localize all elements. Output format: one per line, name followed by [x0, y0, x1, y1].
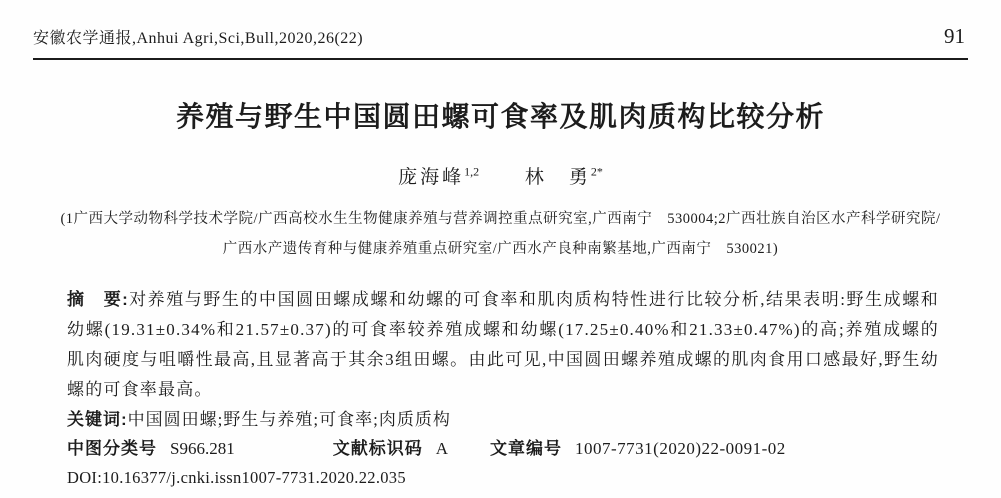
header-rule	[33, 58, 968, 60]
author-1	[398, 164, 480, 188]
clc-label: 中图分类号	[67, 439, 157, 458]
affiliation-block	[0, 204, 1001, 264]
author-2	[524, 164, 603, 188]
classification-line	[67, 434, 939, 463]
author-1-name: 庞海峰	[398, 167, 465, 188]
article-id-label: 文章编号	[490, 439, 562, 458]
abstract-text: 对养殖与野生的中国圆田螺成螺和幼螺的可食率和肌肉质构特性进行比较分析,结果表明:野生成螺和幼螺(19.31±0.34%和21.57±0.37)的可食率较养殖成螺和幼螺(17.25±0.40%和21.33±0.47%)的高;养殖成螺的肌肉硬度与咀嚼性最高,且显著高于其余3组田螺。由此可见,中国圆田螺养殖成螺的肌肉食用口感最好,野生幼螺的可食率最高。	[67, 290, 939, 399]
doc-code-value: A	[435, 439, 448, 458]
page-number: 91	[944, 24, 965, 48]
doi-line: DOI:10.16377/j.cnki.issn1007-7731.2020.22.035	[67, 468, 406, 487]
author-1-affiliation-sup: 1,2	[464, 164, 480, 179]
keywords-line	[67, 405, 939, 434]
running-head	[33, 24, 965, 49]
abstract-label: 摘 要:	[67, 290, 129, 309]
doc-code-label: 文献标识码	[332, 439, 423, 458]
keywords-text: 中国圆田螺;野生与养殖;可食率;肉质质构	[127, 410, 451, 429]
author-line	[0, 162, 1001, 189]
front-matter-block	[67, 285, 939, 492]
author-2-name: 林 勇	[524, 167, 591, 188]
affiliation-line-1: (1广西大学动物科学技术学院/广西高校水生生物健康养殖与营养调控重点研究室,广西南宁 530004;2广西壮族自治区水产科学研究院/	[60, 211, 941, 227]
author-2-affiliation-sup: 2*	[590, 164, 603, 179]
affiliation-line-2: 广西水产遗传育种与健康养殖重点研究室/广西水产良种南繁基地,广西南宁 530021)	[222, 241, 779, 257]
article-title: 养殖与野生中国圆田螺可食率及肌肉质构比较分析	[175, 101, 825, 132]
journal-citation: 安徽农学通报,Anhui Agri,Sci,Bull,2020,26(22)	[33, 30, 364, 47]
keywords-label: 关键词:	[67, 410, 128, 429]
clc-value: S966.281	[170, 439, 235, 458]
article-id-value: 1007-7731(2020)22-0091-02	[575, 439, 786, 458]
abstract	[67, 285, 939, 405]
